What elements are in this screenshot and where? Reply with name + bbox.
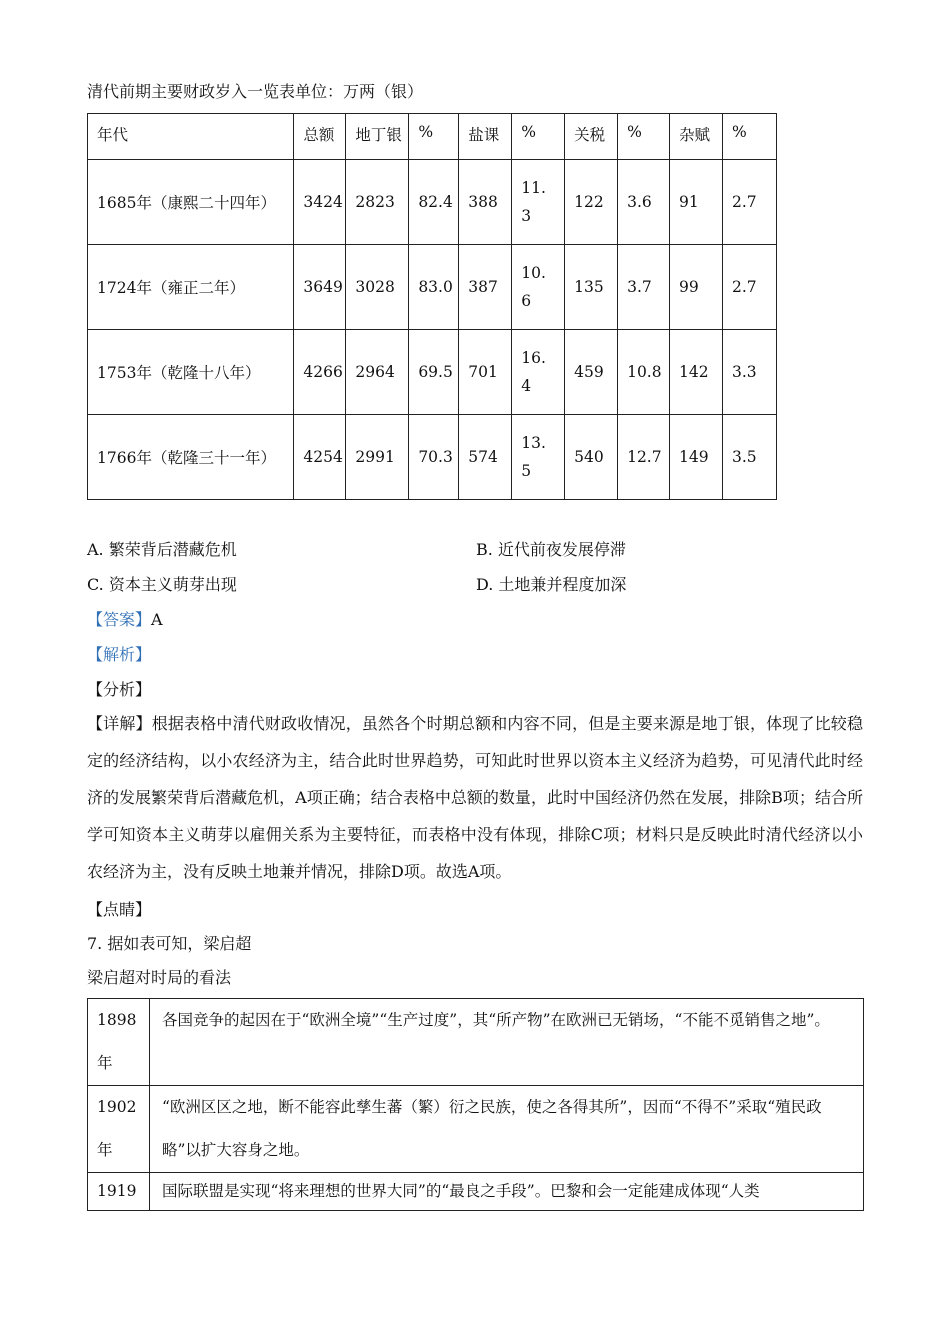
zafu-pct-cell: 2.7 [722, 245, 776, 330]
header-cell: % [722, 114, 776, 160]
fenxi-label: 【分析】 [87, 680, 152, 699]
zafu-cell: 142 [670, 330, 723, 415]
zafu-cell: 99 [670, 245, 723, 330]
header-cell: % [409, 114, 459, 160]
yanke-pct-part: 13. [521, 434, 546, 452]
zafu-cell: 149 [670, 415, 723, 500]
year-cell: 1766年（乾隆三十一年） [88, 415, 294, 500]
guanshui-cell: 540 [565, 415, 618, 500]
zafu-pct-cell: 3.3 [722, 330, 776, 415]
detail-paragraph [87, 705, 863, 890]
view-text-cell: 各国竞争的起因在于“欧洲全境”“生产过度”，其“所产物”在欧洲已无销场，“不能不觅销售之地”。 [150, 999, 864, 1086]
total-cell: 4254 [294, 415, 346, 500]
diding-pct-cell: 83.0 [409, 245, 459, 330]
q7-table-caption: 梁启超对时局的看法 [87, 968, 232, 987]
yanke-cell: 388 [459, 160, 512, 245]
yanke-pct-part: 16. [521, 349, 546, 367]
answer-label: 【答案】 [87, 610, 152, 629]
table1-caption: 清代前期主要财政岁入一览表单位：万两（银） [87, 82, 424, 101]
zafu-pct-cell: 2.7 [722, 160, 776, 245]
option-a: A. 繁荣背后潜藏危机 [87, 540, 237, 559]
header-cell: 杂赋 [670, 114, 723, 160]
zafu-pct-cell: 3.5 [722, 415, 776, 500]
year-cell: 1919 [88, 1173, 150, 1211]
year-cell [88, 1086, 150, 1173]
analysis-label: 【解析】 [87, 645, 152, 664]
detail-text: 根据表格中清代财政收情况，虽然各个时期总额和内容不同，但是主要来源是地丁银，体现了比较稳定的经济结构，以小农经济为主，结合此时世界趋势，可知此时世界以资本主义经济为趋势，可见清代此时经济的发展繁荣背后潜藏危机，A项正确；结合表格中总额的数量，此时中国经济仍然在发展，排除B项；结合所学可知资本主义萌芽以雇佣关系为主要特征，而表格中没有体现，排除C项；材料只是反映此时清代经济以小农经济为主，没有反映土地兼并情况，排除D项。故选A项。 [87, 714, 863, 881]
table-row [88, 330, 777, 415]
diding-pct-cell: 70.3 [409, 415, 459, 500]
year-cell: 1753年（乾隆十八年） [88, 330, 294, 415]
diding-pct-cell: 69.5 [409, 330, 459, 415]
option-d: D. 土地兼并程度加深 [476, 575, 627, 594]
header-cell: 关税 [565, 114, 618, 160]
yanke-pct-part: 11. [521, 179, 546, 197]
answer-line [87, 610, 163, 630]
guanshui-cell: 135 [565, 245, 618, 330]
yanke-pct-cell [512, 160, 565, 245]
header-cell: 总额 [294, 114, 346, 160]
guanshui-cell: 459 [565, 330, 618, 415]
header-cell: 盐课 [459, 114, 512, 160]
zafu-cell: 91 [670, 160, 723, 245]
yanke-pct-part: 6 [521, 292, 532, 310]
year-cell: 1685年（康熙二十四年） [88, 160, 294, 245]
header-cell: 地丁银 [346, 114, 409, 160]
yanke-cell: 387 [459, 245, 512, 330]
total-cell: 3649 [294, 245, 346, 330]
yanke-pct-cell [512, 245, 565, 330]
liang-qichao-views-table [87, 998, 864, 1211]
year-part: 1898 [97, 1011, 137, 1029]
table-row [88, 1086, 864, 1173]
table-row [88, 160, 777, 245]
year-part: 年 [97, 1141, 113, 1159]
yanke-pct-part: 5 [521, 462, 532, 480]
table-header-row [88, 114, 777, 160]
year-part: 年 [97, 1054, 113, 1072]
year-cell [88, 999, 150, 1086]
table-row [88, 1173, 864, 1211]
detail-label: 【详解】 [87, 714, 152, 733]
diding-cell: 2964 [346, 330, 409, 415]
dianjing-label: 【点睛】 [87, 900, 152, 919]
header-cell: % [618, 114, 670, 160]
table-row [88, 245, 777, 330]
yanke-pct-part: 10. [521, 264, 546, 282]
guanshui-pct-cell: 10.8 [618, 330, 670, 415]
view-text-cell: 国际联盟是实现“将来理想的世界大同”的“最良之手段”。巴黎和会一定能建成体现“人类 [150, 1173, 864, 1211]
yanke-pct-cell [512, 415, 565, 500]
header-cell: 年代 [88, 114, 294, 160]
yanke-pct-part: 4 [521, 377, 532, 395]
guanshui-pct-cell: 3.6 [618, 160, 670, 245]
yanke-pct-part: 3 [521, 207, 532, 225]
yanke-cell: 574 [459, 415, 512, 500]
view-text-cell: “欧洲区区之地，断不能容此孳生蕃（繁）衍之民族，使之各得其所”，因而“不得不”采取“殖民政略”以扩大容身之地。 [150, 1086, 864, 1173]
table-row [88, 415, 777, 500]
answer-value: A [151, 610, 163, 629]
table-row [88, 999, 864, 1086]
yanke-cell: 701 [459, 330, 512, 415]
diding-cell: 2991 [346, 415, 409, 500]
yanke-pct-cell [512, 330, 565, 415]
year-cell: 1724年（雍正二年） [88, 245, 294, 330]
year-part: 1902 [97, 1098, 137, 1116]
total-cell: 3424 [294, 160, 346, 245]
guanshui-pct-cell: 3.7 [618, 245, 670, 330]
diding-cell: 3028 [346, 245, 409, 330]
revenue-table [87, 113, 777, 500]
diding-pct-cell: 82.4 [409, 160, 459, 245]
header-cell: % [512, 114, 565, 160]
question-7-stem: 7. 据如表可知，梁启超 [87, 934, 252, 953]
total-cell: 4266 [294, 330, 346, 415]
option-b: B. 近代前夜发展停滞 [476, 540, 626, 559]
guanshui-pct-cell: 12.7 [618, 415, 670, 500]
option-c: C. 资本主义萌芽出现 [87, 575, 237, 594]
guanshui-cell: 122 [565, 160, 618, 245]
diding-cell: 2823 [346, 160, 409, 245]
